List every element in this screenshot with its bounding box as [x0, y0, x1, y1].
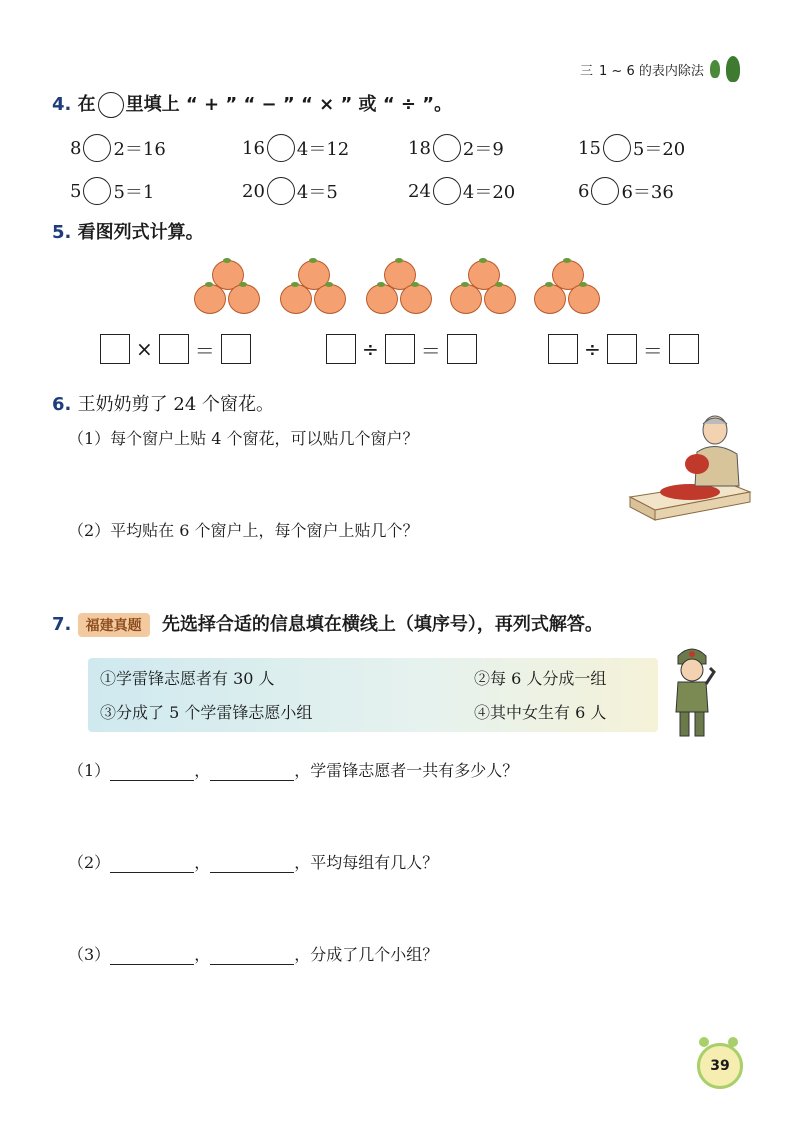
answer-box[interactable] [159, 334, 189, 364]
q6-number: 6. [52, 394, 72, 415]
sub-question-text: ，分成了几个小组？ [294, 945, 439, 964]
answer-circle[interactable] [591, 177, 619, 205]
eq-right: 5＝1 [113, 182, 155, 203]
eq-left: 5 [70, 180, 82, 202]
equals-sign: ＝ [420, 338, 441, 363]
q7-sub-question-3 [68, 942, 438, 965]
tree-icon [726, 56, 740, 82]
sub-label: （2） [68, 853, 111, 872]
q6-sub-question-1: （1）每个窗户上贴 4 个窗花，可以贴几个窗户？ [68, 429, 419, 448]
q5-expression-2 [326, 334, 477, 364]
region-tag: 福建真题 [78, 613, 150, 637]
eq-right: 4＝20 [462, 182, 516, 203]
comma: ， [194, 853, 211, 872]
q6-sub-question-2: （2）平均贴在 6 个窗户上，每个窗户上贴几个？ [68, 521, 419, 540]
eq-right: 2＝16 [113, 139, 166, 160]
sub-question-text: ，学雷锋志愿者一共有多少人？ [294, 761, 519, 780]
q4-equation-8 [578, 177, 674, 205]
eq-right: 5＝20 [632, 139, 686, 160]
orange-icon [568, 284, 600, 314]
orange-group [448, 258, 520, 316]
eq-right: 4＝5 [296, 182, 338, 203]
orange-icon [534, 284, 566, 314]
circle-icon [98, 92, 124, 118]
q5-expression-1 [100, 334, 251, 364]
q4-equation-6 [242, 177, 338, 205]
orange-icon [314, 284, 346, 314]
page-number [697, 1043, 743, 1089]
q5-text: 看图列式计算。 [77, 222, 204, 243]
q4-equation-5 [70, 177, 154, 205]
orange-icon [228, 284, 260, 314]
answer-box[interactable] [385, 334, 415, 364]
q4-equation-4 [578, 134, 685, 162]
answer-blank[interactable] [110, 856, 194, 873]
sub-question-text: ，平均每组有几人？ [294, 853, 439, 872]
answer-box[interactable] [607, 334, 637, 364]
answer-circle[interactable] [267, 134, 295, 162]
sub-label: （1） [68, 761, 111, 780]
answer-box[interactable] [669, 334, 699, 364]
eq-left: 20 [242, 180, 265, 202]
answer-circle[interactable] [83, 177, 111, 205]
answer-box[interactable] [221, 334, 251, 364]
answer-box[interactable] [326, 334, 356, 364]
q4-equation-2 [242, 134, 349, 162]
q7-sub-question-2 [68, 850, 438, 873]
q4-number: 4. [52, 94, 72, 115]
q4-text-before: 在 [77, 94, 96, 115]
q4-equation-1 [70, 134, 166, 162]
answer-blank[interactable] [210, 856, 294, 873]
answer-blank[interactable] [110, 948, 194, 965]
answer-circle[interactable] [267, 177, 295, 205]
equals-sign: ＝ [642, 338, 663, 363]
q4-text-after: 里填上 “ + ” “ − ” “ × ” 或 “ ÷ ”。 [125, 94, 453, 115]
orange-icon [366, 284, 398, 314]
orange-icon [194, 284, 226, 314]
info-item-2: ②每 6 人分成一组 [474, 669, 607, 688]
answer-circle[interactable] [433, 177, 461, 205]
orange-icon [484, 284, 516, 314]
orange-group [192, 258, 264, 316]
answer-circle[interactable] [603, 134, 631, 162]
operator: ÷ [362, 337, 379, 361]
equals-sign: ＝ [194, 338, 215, 363]
grandma-papercut-illustration [625, 412, 755, 522]
comma: ， [194, 761, 211, 780]
eq-left: 6 [578, 180, 590, 202]
q4-equation-7 [408, 177, 515, 205]
eq-left: 8 [70, 137, 82, 159]
q5-number: 5. [52, 222, 72, 243]
eq-right: 2＝9 [462, 139, 504, 160]
volunteer-illustration [664, 642, 720, 742]
q6-title [52, 390, 274, 416]
q7-number: 7. [52, 614, 72, 635]
info-item-4: ④其中女生有 6 人 [474, 703, 607, 722]
operator: × [136, 337, 153, 361]
leaf-icon [710, 60, 720, 78]
answer-blank[interactable] [210, 764, 294, 781]
eq-left: 16 [242, 137, 265, 159]
chapter-title: 1 ~ 6 的表内除法 [599, 63, 704, 79]
comma: ， [194, 945, 211, 964]
answer-blank[interactable] [210, 948, 294, 965]
operator: ÷ [584, 337, 601, 361]
page-number-text: 39 [710, 1058, 730, 1074]
q5-expression-3 [548, 334, 699, 364]
eq-left: 15 [578, 137, 601, 159]
q4-title [52, 90, 452, 118]
q7-sub-question-1 [68, 758, 518, 781]
answer-circle[interactable] [83, 134, 111, 162]
orange-group [278, 258, 350, 316]
orange-icon [400, 284, 432, 314]
orange-icon [280, 284, 312, 314]
eq-left: 18 [408, 137, 431, 159]
section-number: 三 [580, 63, 594, 79]
answer-circle[interactable] [433, 134, 461, 162]
answer-blank[interactable] [110, 764, 194, 781]
sub-label: （3） [68, 945, 111, 964]
q6-text: 王奶奶剪了 24 个窗花。 [77, 394, 275, 415]
eq-right: 4＝12 [296, 139, 350, 160]
q4-equation-3 [408, 134, 504, 162]
orange-icon [450, 284, 482, 314]
q7-title [52, 610, 603, 637]
answer-box[interactable] [447, 334, 477, 364]
info-item-1: ①学雷锋志愿者有 30 人 [100, 669, 275, 688]
orange-group [532, 258, 604, 316]
q5-title [52, 218, 204, 244]
orange-group [364, 258, 436, 316]
answer-box[interactable] [100, 334, 130, 364]
eq-left: 24 [408, 180, 431, 202]
answer-box[interactable] [548, 334, 578, 364]
eq-right: 6＝36 [621, 182, 674, 203]
info-item-3: ③分成了 5 个学雷锋志愿小组 [100, 703, 313, 722]
page-header [580, 56, 740, 82]
q7-text: 先选择合适的信息填在横线上（填序号），再列式解答。 [161, 614, 603, 635]
